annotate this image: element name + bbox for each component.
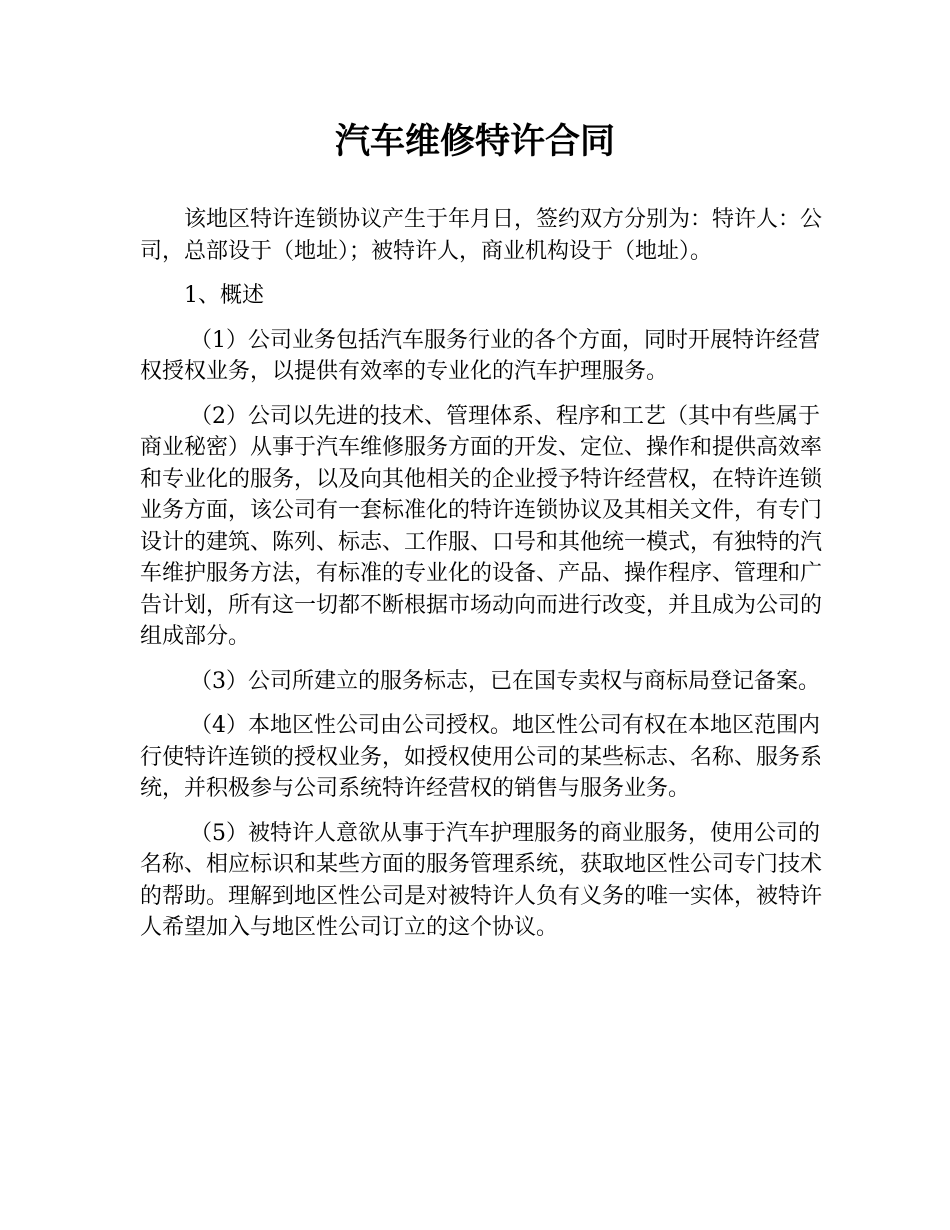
document-title: 汽车维修特许合同 (334, 122, 615, 162)
clause-3-paragraph: （3）公司所建立的服务标志，已在国专卖权与商标局登记备案。 (190, 668, 820, 694)
clause-1-paragraph: （1）公司业务包括汽车服务行业的各个方面，同时开展特许经营权授权业务，以提供有效率的专业化的汽车护理服务。 (140, 327, 820, 384)
section-heading-overview: 1、概述 (184, 283, 264, 308)
intro-paragraph: 该地区特许连锁协议产生于年月日，签约双方分别为：特许人：公司，总部设于（地址）；被特许人，商业机构设于（地址）。 (140, 207, 823, 264)
clause-5-paragraph: （5）被特许人意欲从事于汽车护理服务的商业服务，使用公司的名称、相应标识和某些方面的服务管理系统，获取地区性公司专门技术的帮助。理解到地区性公司是对被特许人负有义务的唯一实体，被特许人希望加入与地区性公司订立的这个协议。 (140, 820, 823, 940)
clause-4-paragraph: （4）本地区性公司由公司授权。地区性公司有权在本地区范围内行使特许连锁的授权业务，如授权使用公司的某些标志、名称、服务系统，并积极参与公司系统特许经营权的销售与服务业务。 (140, 713, 823, 801)
clause-2-paragraph: （2）公司以先进的技术、管理体系、程序和工艺（其中有些属于商业秘密）从事于汽车维修服务方面的开发、定位、操作和提供高效率和专业化的服务，以及向其他相关的企业授予特许经营权，在特许连锁业务方面，该公司有一套标准化的特许连锁协议及其相关文件，有专门设计的建筑、陈列、标志、工作服、口号和其他统一模式，有独特的汽车维护服务方法，有标准的专业化的设备、产品、操作程序、管理和广告计划，所有这一切都不断根据市场动向而进行改变，并且成为公司的组成部分。 (140, 403, 823, 649)
document-body (140, 204, 830, 957)
